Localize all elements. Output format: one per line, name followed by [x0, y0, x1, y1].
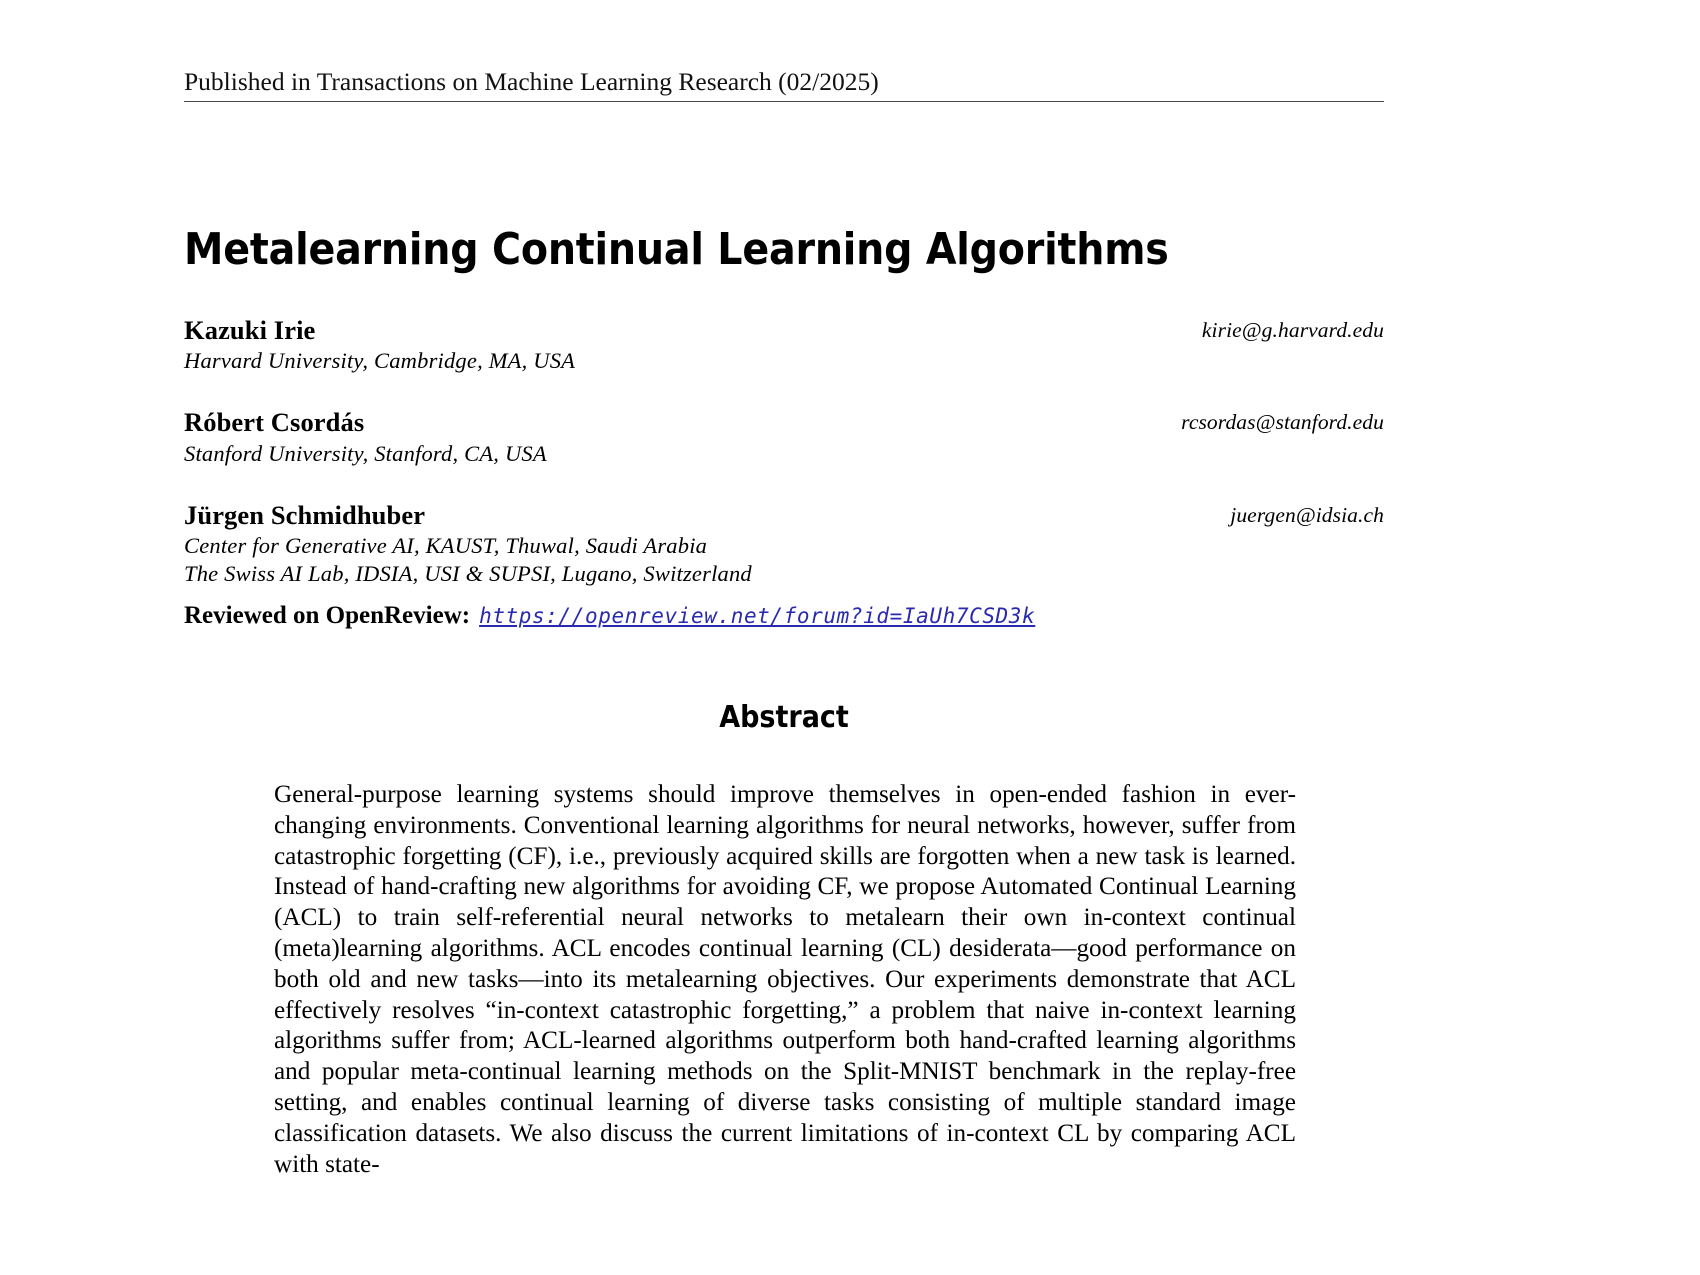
author-affiliation: Center for Generative AI, KAUST, Thuwal, Saudi Arabia — [184, 532, 708, 558]
author-entry-1 — [184, 314, 1384, 375]
journal-running-header: Published in Transactions on Machine Learning Research (02/2025) — [184, 67, 879, 96]
author-affiliation: Stanford University, Stanford, CA, USA — [184, 440, 547, 466]
author-email[interactable]: rcsordas@stanford.edu — [1181, 410, 1384, 435]
openreview-link[interactable]: https://openreview.net/forum?id=IaUh7CSD3k — [479, 604, 1036, 628]
abstract-paragraph: General-purpose learning systems should improve themselves in open-ended fashion in ever-changing environments. Conventional learning algorithms for neural networks, however, suffer from catastrophic forgetting (CF), i.e., previously acquired skills are forgotten when a new task is learned. Instead of hand-crafting new algorithms for avoiding CF, we propose Automated Continual Learning (ACL) to train self-referential neural networks to metalearn their own in-context continual (meta)learning algorithms. ACL encodes continual learning (CL) desiderata—good performance on both old and new tasks—into its metalearning objectives. Our experiments demonstrate that ACL effectively resolves “in-context catastrophic forgetting,” a problem that naive in-context learning algorithms suffer from; ACL-learned algorithms outperform both hand-crafted learning algorithms and popular meta-continual learning methods on the Split-MNIST benchmark in the replay-free setting, and enables continual learning of diverse tasks consisting of multiple standard image classification datasets. We also discuss the current limitations of in-context CL by comparing ACL with state- — [274, 781, 1296, 1178]
openreview-label: Reviewed on OpenReview: — [184, 602, 471, 629]
author-list — [184, 314, 1384, 619]
header-divider-rule — [184, 101, 1384, 102]
author-affiliation: Harvard University, Cambridge, MA, USA — [184, 348, 576, 374]
page-title: Metalearning Continual Learning Algorithms — [184, 224, 1169, 276]
author-entry-3 — [184, 499, 1384, 588]
openreview-line — [184, 602, 1384, 630]
author-affiliation-secondary: The Swiss AI Lab, IDSIA, USI & SUPSI, Lugano, Switzerland — [184, 560, 752, 586]
author-email[interactable]: juergen@idsia.ch — [1230, 502, 1384, 527]
paper-page — [184, 0, 1384, 1275]
author-name: Kazuki Irie — [184, 315, 316, 345]
author-entry-2 — [184, 406, 1384, 467]
abstract-body — [274, 780, 1296, 1180]
author-name: Jürgen Schmidhuber — [184, 499, 426, 530]
author-name: Róbert Csordás — [184, 407, 365, 438]
author-email[interactable]: kirie@g.harvard.edu — [1201, 318, 1384, 342]
abstract-heading: Abstract — [719, 700, 849, 735]
